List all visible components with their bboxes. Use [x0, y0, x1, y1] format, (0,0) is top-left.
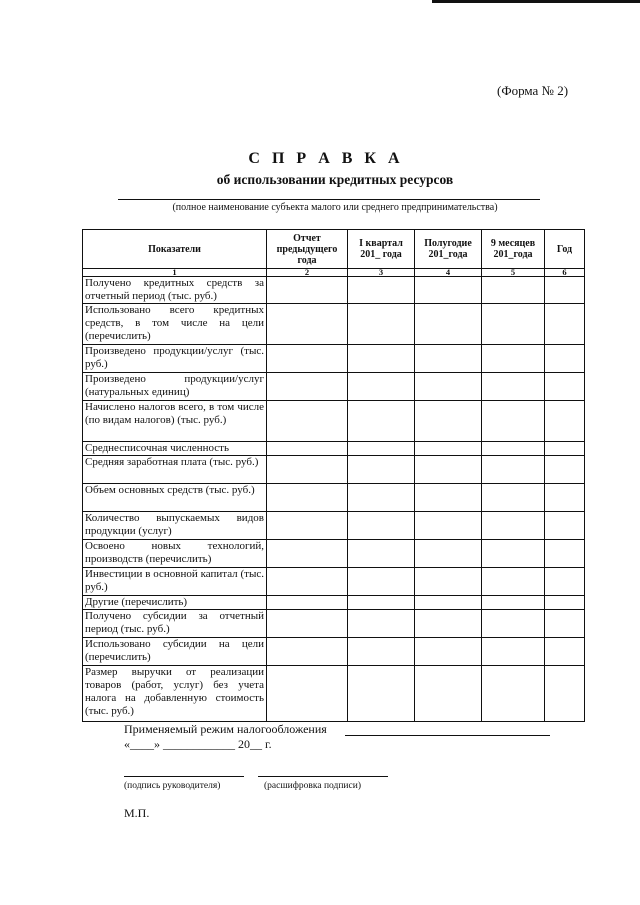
date-field[interactable]: «____» ____________ 20__ г.: [124, 737, 272, 751]
value-cell[interactable]: [545, 596, 585, 610]
table-row: [83, 638, 585, 666]
value-cell[interactable]: [545, 484, 585, 512]
header-indicators: Показатели: [83, 230, 267, 269]
table-row: [83, 442, 585, 456]
value-cell[interactable]: [415, 345, 482, 373]
value-cell[interactable]: [348, 277, 415, 304]
indicator-label: Начислено налогов всего, в том числе (по видам налогов) (тыс. руб.): [83, 401, 267, 442]
header-q1: I квартал 201_ года: [348, 230, 415, 269]
table-row: [83, 666, 585, 722]
value-cell[interactable]: [267, 401, 348, 442]
value-cell[interactable]: [482, 484, 545, 512]
value-cell[interactable]: [415, 456, 482, 484]
value-cell[interactable]: [415, 304, 482, 345]
document-title: С П Р А В К А: [248, 150, 404, 167]
value-cell[interactable]: [482, 304, 545, 345]
column-number: 5: [482, 269, 545, 277]
value-cell[interactable]: [482, 442, 545, 456]
value-cell[interactable]: [545, 373, 585, 401]
tax-regime-label: Применяемый режим налогообложения: [124, 722, 327, 736]
value-cell[interactable]: [267, 638, 348, 666]
indicator-label: Инвестиции в основной капитал (тыс. руб.): [83, 568, 267, 596]
value-cell[interactable]: [545, 610, 585, 638]
column-number: 2: [267, 269, 348, 277]
header-prev-year: Отчет предыдущего года: [267, 230, 348, 269]
table-row: [83, 596, 585, 610]
entity-name-line[interactable]: [118, 199, 540, 200]
value-cell[interactable]: [482, 512, 545, 540]
value-cell[interactable]: [545, 568, 585, 596]
value-cell[interactable]: [545, 442, 585, 456]
column-number: 6: [545, 269, 585, 277]
value-cell[interactable]: [267, 442, 348, 456]
value-cell[interactable]: [415, 610, 482, 638]
table-header-row: [83, 230, 585, 269]
table-row: [83, 373, 585, 401]
column-number-row: [83, 269, 585, 277]
value-cell[interactable]: [415, 442, 482, 456]
table-row: [83, 568, 585, 596]
value-cell[interactable]: [267, 304, 348, 345]
column-number: 1: [83, 269, 267, 277]
value-cell[interactable]: [482, 638, 545, 666]
value-cell[interactable]: [415, 373, 482, 401]
indicator-label: Использовано субсидии на цели (перечислить): [83, 638, 267, 666]
value-cell[interactable]: [415, 512, 482, 540]
value-cell[interactable]: [415, 666, 482, 722]
value-cell[interactable]: [415, 568, 482, 596]
value-cell[interactable]: [348, 596, 415, 610]
value-cell[interactable]: [348, 304, 415, 345]
indicator-label: Количество выпускаемых видов продукции (услуг): [83, 512, 267, 540]
value-cell[interactable]: [348, 638, 415, 666]
value-cell[interactable]: [348, 484, 415, 512]
table-row: [83, 610, 585, 638]
value-cell[interactable]: [348, 442, 415, 456]
table-row: [83, 456, 585, 484]
indicator-label: Получено кредитных средств за отчетный период (тыс. руб.): [83, 277, 267, 304]
value-cell[interactable]: [415, 638, 482, 666]
value-cell[interactable]: [267, 345, 348, 373]
indicator-label: Объем основных средств (тыс. руб.): [83, 484, 267, 512]
indicator-label: Освоено новых технологий, производств (перечислить): [83, 540, 267, 568]
value-cell[interactable]: [482, 568, 545, 596]
value-cell[interactable]: [267, 596, 348, 610]
value-cell[interactable]: [348, 373, 415, 401]
value-cell[interactable]: [482, 540, 545, 568]
value-cell[interactable]: [267, 456, 348, 484]
entity-name-caption: (полное наименование субъекта малого или среднего предпринимательства): [172, 202, 498, 213]
value-cell[interactable]: [267, 568, 348, 596]
indicator-label: Среднесписочная численность: [83, 442, 267, 456]
value-cell[interactable]: [267, 540, 348, 568]
value-cell[interactable]: [348, 610, 415, 638]
value-cell[interactable]: [267, 666, 348, 722]
document-subtitle: об использовании кредитных ресурсов: [216, 172, 454, 187]
indicator-label: Получено субсидии за отчетный период (тыс. руб.): [83, 610, 267, 638]
value-cell[interactable]: [545, 304, 585, 345]
signature-caption: (подпись руководителя): [124, 781, 221, 791]
indicator-label: Произведено продукции/услуг (тыс. руб.): [83, 345, 267, 373]
value-cell[interactable]: [545, 638, 585, 666]
header-year: Год: [545, 230, 585, 269]
indicator-label: Средняя заработная плата (тыс. руб.): [83, 456, 267, 484]
value-cell[interactable]: [545, 277, 585, 304]
value-cell[interactable]: [267, 512, 348, 540]
value-cell[interactable]: [415, 484, 482, 512]
table-row: [83, 401, 585, 442]
signature-decode-field[interactable]: [258, 776, 388, 777]
indicator-label: Использовано всего кредитных средств, в том числе на цели (перечислить): [83, 304, 267, 345]
value-cell[interactable]: [482, 277, 545, 304]
indicators-table: [82, 229, 585, 722]
table-row: [83, 345, 585, 373]
signature-field[interactable]: [124, 776, 244, 777]
stamp-label: М.П.: [124, 806, 150, 820]
header-9-months: 9 месяцев 201_года: [482, 230, 545, 269]
value-cell[interactable]: [415, 596, 482, 610]
value-cell[interactable]: [267, 277, 348, 304]
column-number: 4: [415, 269, 482, 277]
indicator-label: Размер выручки от реализации товаров (работ, услуг) без учета налога на добавленную стоимость (тыс. руб.): [83, 666, 267, 722]
value-cell[interactable]: [348, 512, 415, 540]
table-row: [83, 277, 585, 304]
value-cell[interactable]: [545, 401, 585, 442]
header-half-year: Полугодие 201_года: [415, 230, 482, 269]
value-cell[interactable]: [482, 666, 545, 722]
value-cell[interactable]: [545, 540, 585, 568]
value-cell[interactable]: [545, 456, 585, 484]
value-cell[interactable]: [415, 540, 482, 568]
value-cell[interactable]: [267, 373, 348, 401]
table-row: [83, 484, 585, 512]
value-cell[interactable]: [267, 484, 348, 512]
value-cell[interactable]: [482, 345, 545, 373]
tax-regime-field[interactable]: [345, 735, 550, 736]
value-cell[interactable]: [415, 277, 482, 304]
value-cell[interactable]: [348, 666, 415, 722]
value-cell[interactable]: [482, 373, 545, 401]
form-number: (Форма № 2): [497, 83, 569, 98]
value-cell[interactable]: [482, 401, 545, 442]
indicator-label: Другие (перечислить): [83, 596, 267, 610]
value-cell[interactable]: [545, 666, 585, 722]
value-cell[interactable]: [545, 345, 585, 373]
value-cell[interactable]: [482, 596, 545, 610]
table-row: [83, 540, 585, 568]
value-cell[interactable]: [267, 610, 348, 638]
value-cell[interactable]: [545, 512, 585, 540]
signature-decode-caption: (расшифровка подписи): [264, 781, 361, 791]
value-cell[interactable]: [348, 456, 415, 484]
value-cell[interactable]: [415, 401, 482, 442]
value-cell[interactable]: [348, 401, 415, 442]
value-cell[interactable]: [348, 568, 415, 596]
value-cell[interactable]: [348, 540, 415, 568]
column-number: 3: [348, 269, 415, 277]
indicator-label: Произведено продукции/услуг (натуральных единиц): [83, 373, 267, 401]
top-border-line: [432, 0, 640, 3]
table-row: [83, 304, 585, 345]
value-cell[interactable]: [482, 610, 545, 638]
table-row: [83, 512, 585, 540]
value-cell[interactable]: [482, 456, 545, 484]
value-cell[interactable]: [348, 345, 415, 373]
